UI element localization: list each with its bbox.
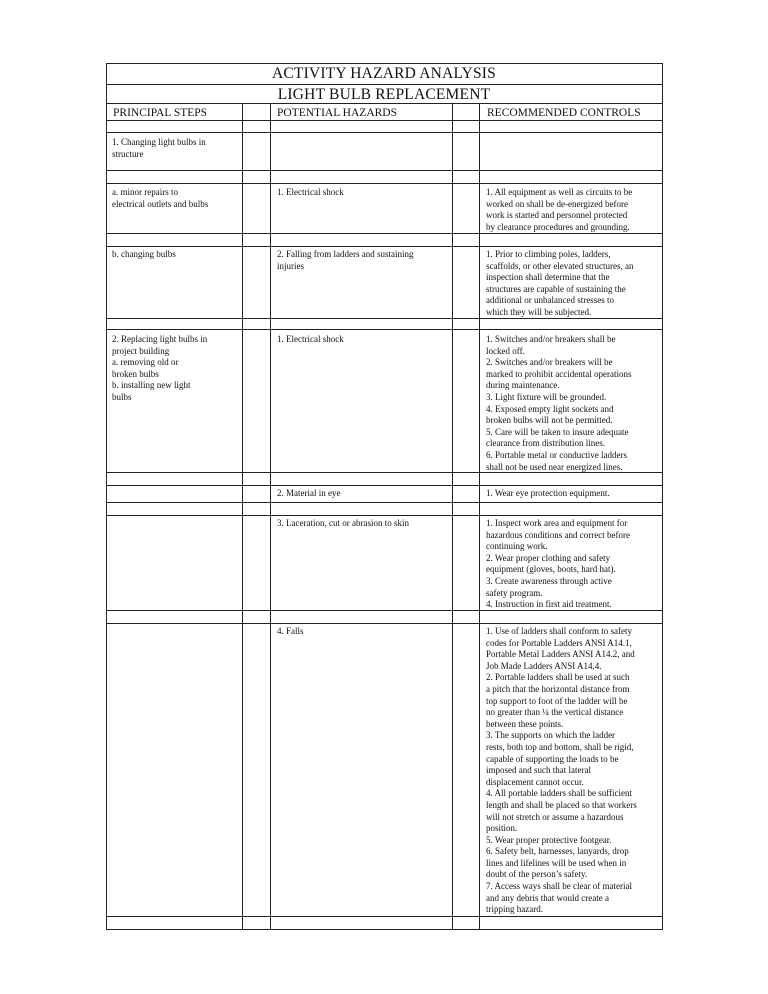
row-divider bbox=[106, 515, 663, 516]
row-divider bbox=[106, 132, 663, 133]
hazard-cell: 1. Electrical shock bbox=[277, 187, 344, 197]
row-divider bbox=[106, 623, 663, 624]
column-header-potential-hazards: POTENTIAL HAZARDS bbox=[277, 107, 397, 119]
row-divider bbox=[106, 120, 663, 121]
hazard-cell: 3. Laceration, cut or abrasion to skin bbox=[277, 518, 409, 528]
column-divider bbox=[452, 103, 453, 930]
step-cell: b. changing bulbs bbox=[112, 249, 176, 259]
column-divider bbox=[270, 103, 271, 930]
table-border-bottom bbox=[106, 929, 663, 930]
row-divider bbox=[106, 485, 663, 486]
row-divider bbox=[106, 170, 663, 171]
row-divider bbox=[106, 246, 663, 247]
row-divider bbox=[106, 183, 663, 184]
controls-cell: 1. Inspect work area and equipment for hazardous conditions and correct before continuing work. 2. Wear proper clothing and safety equipment (gloves, boots, hard hat). 3. Create awareness through active safety program. 4. Instruction in first aid treatment. bbox=[486, 518, 630, 610]
table-border-top bbox=[106, 63, 663, 64]
hazard-cell: 1. Electrical shock bbox=[277, 334, 344, 344]
step-cell: 1. Changing light bulbs in structure bbox=[112, 137, 206, 159]
document-subtitle: LIGHT BULB REPLACEMENT bbox=[277, 86, 491, 103]
column-divider bbox=[479, 103, 480, 930]
hazard-cell: 2. Material in eye bbox=[277, 488, 341, 498]
column-divider bbox=[242, 103, 243, 930]
step-cell: a. minor repairs to electrical outlets and bulbs bbox=[112, 187, 209, 209]
document-title: ACTIVITY HAZARD ANALYSIS bbox=[272, 65, 496, 82]
title-divider bbox=[106, 84, 663, 85]
row-divider bbox=[106, 916, 663, 917]
subtitle-divider bbox=[106, 103, 663, 104]
hazard-cell: 2. Falling from ladders and sustaining injuries bbox=[277, 249, 414, 271]
row-divider bbox=[106, 502, 663, 503]
controls-cell: 1. All equipment as well as circuits to be worked on shall be de-energized before work is started and personnel protected by clearance procedures and grounding. bbox=[486, 187, 633, 232]
row-divider bbox=[106, 329, 663, 330]
controls-cell: 1. Prior to climbing poles, ladders, scaffolds, or other elevated structures, an inspection shall determine that the structures are capable of sustaining the additional or unbalanced stresses to which they will be subjected. bbox=[486, 249, 634, 317]
table-border-right bbox=[662, 63, 663, 930]
table-border-left bbox=[106, 63, 107, 930]
controls-cell: 1. Switches and/or breakers shall be locked off. 2. Switches and/or breakers will be marked to prohibit accidental operations during maintenance. 3. Light fixture will be grounded. 4. Exposed empty light sockets and broken bulbs will not be permitted. 5. Care will be taken to insure adequate clearance from distribution lines. 6. Portable metal or conductive ladders shall not be used near energized lines. bbox=[486, 334, 632, 472]
controls-cell: 1. Wear eye protection equipment. bbox=[486, 488, 610, 498]
column-header-principal-steps: PRINCIPAL STEPS bbox=[113, 107, 208, 119]
column-header-recommended-controls: RECOMMENDED CONTROLS bbox=[487, 107, 641, 119]
controls-cell: 1. Use of ladders shall conform to safety codes for Portable Ladders ANSI A14.1, Portable Metal Ladders ANSI A14.2, and Job Made Ladders ANSI A14.4. 2. Portable ladders shall be used at such a pitch that the horizontal distance from top support to foot of the ladder will be no greater than ¼ the vertical distance between these points. 3. The supports on which the ladder rests, both top and bottom, shall be rigid, capable of supporting the loads to be imposed and such that lateral displacement cannot occur. 4. All portable ladders shall be sufficient length and shall be placed so that workers will not stretch or assume a hazardous position. 5. Wear proper protective footgear. 6. Safety belt, harnesses, lanyards, drop lines and lifelines will be used when in doubt of the person’s safety. 7. Access ways shall be clear of material and any debris that would create a tripping hazard. bbox=[486, 626, 637, 915]
hazard-cell: 4. Falls bbox=[277, 626, 304, 636]
step-cell: 2. Replacing light bulbs in project building a. removing old or broken bulbs b. installing new light bulbs bbox=[112, 334, 208, 402]
